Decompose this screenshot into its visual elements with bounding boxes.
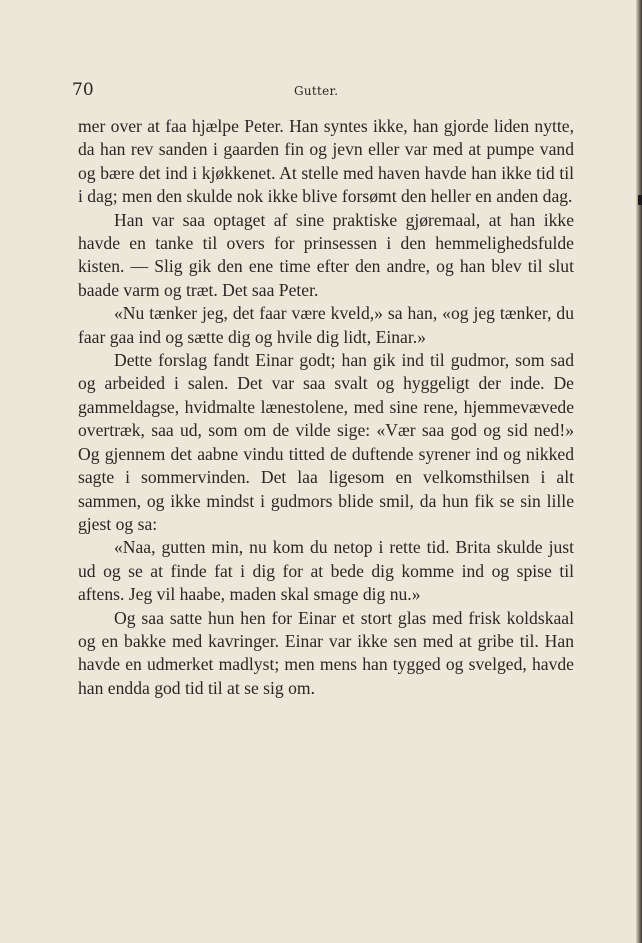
body-text: [78, 115, 574, 700]
paragraph-5: «Naa, gutten min, nu kom du netop i rette tid. Brita skulde just ud og se at finde fat i dig for at bede dig komme ind og spise til aftens. Jeg vil haabe, maden skal smage dig nu.»: [78, 537, 574, 605]
page-binding-edge: [636, 0, 642, 943]
edge-mark: [638, 195, 642, 205]
page-header: [0, 78, 636, 102]
paragraph-6: Og saa satte hun hen for Einar et stort glas med frisk koldskaal og en bakke med kavringer. Einar var ikke sen med at gribe til. Han havde en udmerket madlyst; men mens han tygged og svelged, havde han endda god tid til at se sig om.: [78, 607, 574, 698]
page-number: 70: [72, 80, 94, 100]
paragraph-4: Dette forslag fandt Einar godt; han gik ind til gudmor, som sad og arbeided i salen. Det var saa svalt og hyggeligt der inde. De gammeldagse, hvidmalte lænestolene, med sine rene, hjemmevævede overtræk, saa ud, som om de vilde sige: «Vær saa god og sid ned!» Og gjennem det aabne vindu titted de duftende syrener ind og nikked sagte i sommervinden. Det laa ligesom en velkomsthilsen i alt sammen, og ikke mindst i gudmors blide smil, da hun fik se sin lille gjest og sa:: [78, 350, 574, 534]
paragraph-2: Han var saa optaget af sine praktiske gjøremaal, at han ikke havde en tanke til overs for prinsessen i den hemmelighedsfulde kisten. — Slig gik den ene time efter den andre, og han blev til slut baade varm og træt. Det saa Peter.: [78, 209, 574, 300]
running-title: Gutter.: [294, 84, 339, 98]
paragraph-3: «Nu tænker jeg, det faar være kveld,» sa han, «og jeg tænker, du faar gaa ind og sætte dig og hvile dig lidt, Einar.»: [78, 303, 574, 347]
paragraph-1: mer over at faa hjælpe Peter. Han syntes ikke, han gjorde liden nytte, da han rev sanden i gaarden fin og jevn eller var med at pumpe vand og bære det ind i kjøkkenet. At stelle med haven havde han ikke tid til i dag; men den skulde nok ikke blive forsømt den heller en anden dag.: [78, 116, 574, 207]
